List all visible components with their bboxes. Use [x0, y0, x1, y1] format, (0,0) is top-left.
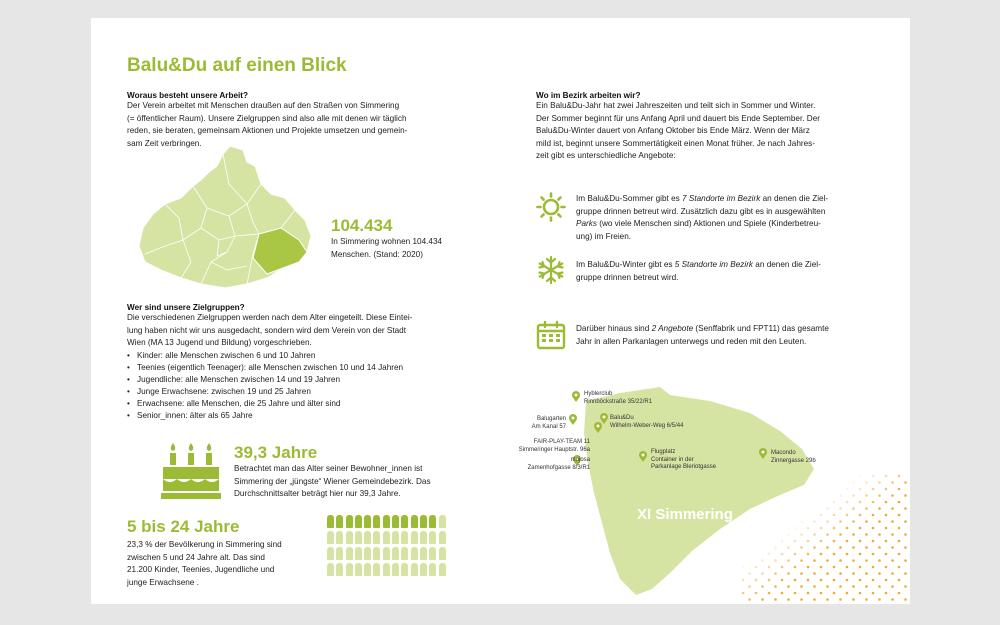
person-icon — [336, 547, 343, 560]
location-fair-play-team: FAIR-PLAY-TEAM 11 Simmeringer Hauptstr. 96a — [518, 439, 590, 453]
person-icon — [383, 515, 390, 528]
person-icon — [346, 563, 353, 576]
line: Im Balu&Du-Winter gibt es 5 Standorte im Bezirk an denen die Ziel- — [576, 260, 821, 269]
list-item: • Erwachsene: alle Menschen, die 25 Jahre und älter sind — [127, 398, 497, 410]
person-icon — [383, 547, 390, 560]
person-icon — [336, 563, 343, 576]
location-balugarten: Balugarten Am Kanal 57 — [531, 416, 566, 430]
line: Jahr in allen Parkanlagen unterwegs und reden mit den Leuten. — [576, 336, 807, 346]
person-icon — [429, 563, 436, 576]
line: Ein Balu&Du-Jahr hat zwei Jahreszeiten und teilt sich in Sommer und Winter. — [536, 101, 816, 110]
list-item: • Jugendliche: alle Menschen zwischen 14 und 19 Jahren — [127, 374, 497, 386]
line: zwischen 5 und 24 Jahre alt. Das sind — [127, 552, 265, 562]
sun-icon — [536, 192, 566, 222]
person-icon — [439, 563, 446, 576]
line: Darüber hinaus sind 2 Angebote (Senffabrik und FPT11) das gesamte — [576, 324, 829, 333]
winter-info — [576, 259, 906, 284]
section-target-groups — [127, 303, 497, 422]
person-icon — [355, 547, 362, 560]
left-page — [91, 18, 500, 604]
person-icon — [373, 531, 380, 544]
year-info — [576, 323, 906, 348]
list-item: • Senior_innen: älter als 65 Jahre — [127, 410, 497, 422]
location-baluanddu: Balu&Du Wilhelm-Weber-Weg 6/5/44 — [610, 415, 684, 429]
section-target-groups-heading: Wer sind unsere Zielgruppen? — [127, 303, 245, 312]
person-icon — [439, 547, 446, 560]
map-pin-icon — [759, 448, 767, 459]
section-where — [536, 91, 901, 163]
line: reden, sie beraten, gemeinsam Aktionen und Projekte umsetzen und gemein- — [127, 126, 408, 136]
section-work — [127, 91, 487, 150]
person-icon — [411, 515, 418, 528]
person-icon — [420, 515, 427, 528]
line: zeit gibt es unterschiedliche Angebote: — [536, 151, 676, 161]
list-item: • Teenies (eigentlich Teenager): alle Menschen zwischen 10 und 14 Jahren — [127, 362, 497, 374]
person-icon — [355, 531, 362, 544]
section-where-heading: Wo im Bezirk arbeiten wir? — [536, 91, 641, 100]
person-icon — [373, 563, 380, 576]
person-icon — [364, 515, 371, 528]
line: Wien (MA 13 Jugend und Bildung) vorgeschrieben. — [127, 338, 312, 348]
person-icon — [401, 515, 408, 528]
stat-age — [234, 443, 431, 501]
person-icon — [411, 563, 418, 576]
person-icon — [346, 531, 353, 544]
calendar-icon — [536, 320, 566, 350]
line: ung) im Freien. — [576, 231, 632, 241]
person-icon — [392, 531, 399, 544]
person-icon — [401, 547, 408, 560]
line: Der Sommer beginnt für uns Anfang April und dauert bis Ende September. Der — [536, 113, 820, 123]
person-icon — [364, 531, 371, 544]
person-icon — [327, 563, 334, 576]
line: Parks (wo viele Menschen sind) Aktionen und Spiele (Kinderbetreu- — [576, 219, 821, 229]
location-hyblerclub: Hyblerclub Rinnböckstraße 35/22/R1 — [584, 391, 653, 405]
person-icon — [383, 563, 390, 576]
stat-population — [331, 216, 442, 261]
stat-age-number: 39,3 Jahre — [234, 443, 318, 462]
birthday-cake-icon — [161, 441, 221, 501]
person-icon — [429, 531, 436, 544]
person-icon — [327, 515, 334, 528]
location-flugplatz: Flugplatz Container in der Parkanlage Bleriotgasse — [651, 449, 717, 470]
snowflake-icon — [536, 255, 566, 285]
person-icon — [364, 547, 371, 560]
line: gruppe drinnen betreut wird. — [576, 272, 679, 282]
person-icon — [401, 563, 408, 576]
location-mojosa: mojosa Zamenhofgasse 8/3/R1 — [527, 457, 590, 471]
person-icon — [429, 515, 436, 528]
map-pin-icon — [594, 422, 602, 433]
line: Durchschnittsalter beträgt hier nur 39,3 Jahre. — [234, 489, 401, 499]
person-icon — [429, 547, 436, 560]
district-label: XI Simmering — [637, 506, 733, 523]
person-icon — [420, 563, 427, 576]
person-icon — [420, 547, 427, 560]
person-icon — [420, 531, 427, 544]
line: (= öffentlicher Raum). Unsere Zielgruppen sind also alle mit denen wir täglich — [127, 113, 407, 123]
line: Balu&Du-Winter dauert von Anfang Oktober bis Ende März. Wenn der März — [536, 126, 810, 136]
person-icon — [401, 531, 408, 544]
line: Die verschiedenen Zielgruppen werden nach dem Alter eingeteilt. Diese Eintei- — [127, 313, 413, 322]
person-icon — [336, 531, 343, 544]
person-icon — [411, 531, 418, 544]
population-share-pictogram — [327, 515, 447, 576]
page-title: Balu&Du auf einen Blick — [127, 55, 347, 76]
line: Der Verein arbeitet mit Menschen draußen auf den Straßen von Simmering — [127, 101, 400, 110]
person-icon — [392, 515, 399, 528]
line: Betrachtet man das Alter seiner Bewohner_innen ist — [234, 464, 423, 473]
stat-youth-number: 5 bis 24 Jahre — [127, 517, 240, 536]
person-icon — [355, 515, 362, 528]
line: mild ist, beginnt unsere Sommertätigkeit einen Monat früher. Je nach Jahres- — [536, 138, 815, 148]
person-icon — [373, 515, 380, 528]
line: lung haben nicht wir uns ausgedacht, sondern wird dem Verein von der Stadt — [127, 325, 407, 335]
person-icon — [439, 515, 446, 528]
line: Simmering der „jüngste“ Wiener Gemeindebezirk. Das — [234, 476, 431, 486]
list-item: • Kinder: alle Menschen zwischen 6 und 10 Jahren — [127, 350, 497, 362]
person-icon — [392, 563, 399, 576]
right-page — [500, 18, 910, 604]
location-macondo: Macondo Zinnergasse 29b — [771, 450, 816, 464]
stat-population-number: 104.434 — [331, 216, 393, 235]
line: 21.200 Kinder, Teenies, Jugendliche und — [127, 565, 275, 575]
line: junge Erwachsene . — [127, 577, 199, 587]
person-icon — [327, 531, 334, 544]
section-work-heading: Woraus besteht unsere Arbeit? — [127, 91, 249, 100]
map-pin-icon — [569, 414, 577, 425]
vienna-map — [135, 144, 315, 292]
person-icon — [364, 563, 371, 576]
person-icon — [373, 547, 380, 560]
map-pin-icon — [639, 451, 647, 462]
summer-info — [576, 193, 906, 243]
line: In Simmering wohnen 104.434 — [331, 237, 443, 246]
line: Menschen. (Stand: 2020) — [331, 249, 423, 259]
person-icon — [346, 515, 353, 528]
person-icon — [411, 547, 418, 560]
map-pin-icon — [572, 391, 580, 402]
stat-youth — [127, 517, 282, 589]
line: 23,3 % der Bevölkerung in Simmering sind — [127, 540, 282, 549]
person-icon — [336, 515, 343, 528]
age-groups-list — [127, 350, 497, 422]
person-icon — [439, 531, 446, 544]
person-icon — [327, 547, 334, 560]
line: sam Zeit verbringen. — [127, 138, 202, 148]
person-icon — [346, 547, 353, 560]
person-icon — [383, 531, 390, 544]
list-item: • Junge Erwachsene: zwischen 19 und 25 Jahren — [127, 386, 497, 398]
person-icon — [392, 547, 399, 560]
person-icon — [355, 563, 362, 576]
line: Im Balu&Du-Sommer gibt es 7 Standorte im Bezirk an denen die Ziel- — [576, 194, 829, 203]
line: gruppe drinnen betreut wird. Zusätzlich dazu gibt es in ausgewählten — [576, 206, 826, 216]
